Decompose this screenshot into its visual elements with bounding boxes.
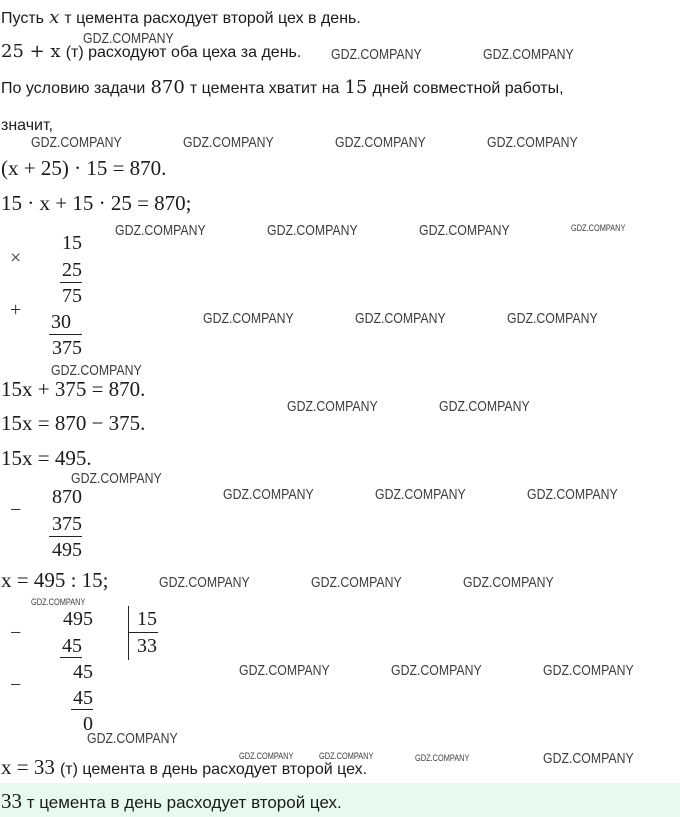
mult-partial-1: 75 xyxy=(62,285,82,307)
watermark: GDZ.COMPANY xyxy=(183,134,274,151)
div-divisor-rule xyxy=(128,632,158,633)
watermark: GDZ.COMPANY xyxy=(311,574,402,591)
watermark: GDZ.COMPANY xyxy=(487,134,578,151)
mult-operand-a: 15 xyxy=(62,232,82,254)
watermark: GDZ.COMPANY xyxy=(463,574,554,591)
watermark: GDZ.COMPANY xyxy=(415,753,470,763)
div-sub-2: 45 xyxy=(73,687,93,709)
minus-sign-sub: − xyxy=(10,499,22,521)
div-quotient: 33 xyxy=(137,635,157,657)
watermark: GDZ.COMPANY xyxy=(375,486,466,503)
watermark: GDZ.COMPANY xyxy=(267,222,358,239)
text-result: (т) цемента в день расходует второй цех. xyxy=(59,761,368,778)
watermark: GDZ.COMPANY xyxy=(419,222,510,239)
watermark: GDZ.COMPANY xyxy=(31,134,122,151)
text-line1-rest: т цемента расходует второй цех в день. xyxy=(64,10,361,27)
equation-2: 15 · x + 15 · 25 = 870; xyxy=(1,191,192,215)
equation-3: 15x + 375 = 870. xyxy=(1,377,146,401)
minus-sign-div-2: − xyxy=(10,674,22,696)
watermark: GDZ.COMPANY xyxy=(391,662,482,679)
watermark: GDZ.COMPANY xyxy=(439,398,530,415)
num-870: 870 xyxy=(150,77,185,98)
watermark: GDZ.COMPANY xyxy=(543,750,634,767)
watermark: GDZ.COMPANY xyxy=(331,46,422,63)
mult-operand-b: 25 xyxy=(62,259,82,281)
num-15: 15 xyxy=(344,77,368,98)
answer-number: 33 xyxy=(1,789,22,813)
mult-result: 375 xyxy=(52,337,82,359)
watermark: GDZ.COMPANY xyxy=(115,222,206,239)
expr-x-equals-33: x = 33 xyxy=(1,755,55,779)
answer-text: т цемента в день расходует второй цех. xyxy=(26,793,342,812)
div-rule-2 xyxy=(71,709,93,710)
mult-rule-2 xyxy=(49,334,82,335)
watermark: GDZ.COMPANY xyxy=(355,310,446,327)
equation-4: 15x = 870 − 375. xyxy=(1,411,146,435)
div-sub-1: 45 xyxy=(62,635,82,657)
text-let: Пусть xyxy=(1,10,44,27)
line-3 xyxy=(1,78,564,99)
watermark: GDZ.COMPANY xyxy=(83,30,174,47)
watermark: GDZ.COMPANY xyxy=(543,662,634,679)
equation-6: x = 495 : 15; xyxy=(1,568,109,592)
sub-minuend: 870 xyxy=(52,486,82,508)
line-4 xyxy=(1,115,53,136)
watermark: GDZ.COMPANY xyxy=(571,223,626,233)
minus-sign-div-1: − xyxy=(10,622,22,644)
watermark: GDZ.COMPANY xyxy=(203,310,294,327)
line-1 xyxy=(1,8,361,29)
text-line2: (т) расходуют оба цеха за день. xyxy=(65,44,302,61)
watermark: GDZ.COMPANY xyxy=(223,486,314,503)
text-line3-b: т цемента хватит на xyxy=(189,80,340,97)
div-dividend: 495 xyxy=(63,608,93,630)
watermark: GDZ.COMPANY xyxy=(335,134,426,151)
watermark: GDZ.COMPANY xyxy=(287,398,378,415)
watermark: GDZ.COMPANY xyxy=(239,662,330,679)
watermark: GDZ.COMPANY xyxy=(159,574,250,591)
text-line3-a: По условию задачи xyxy=(1,80,146,97)
div-divisor: 15 xyxy=(137,608,157,630)
watermark: GDZ.COMPANY xyxy=(87,730,178,747)
watermark: GDZ.COMPANY xyxy=(31,597,86,607)
div-rem-2: 0 xyxy=(83,713,93,735)
watermark: GDZ.COMPANY xyxy=(527,486,618,503)
text-znachit: значит, xyxy=(1,117,53,134)
watermark: GDZ.COMPANY xyxy=(507,310,598,327)
div-rule-1 xyxy=(60,657,82,658)
expr-25-plus-x: 25 + x xyxy=(1,41,61,62)
watermark: GDZ.COMPANY xyxy=(239,751,294,761)
div-rem-1: 45 xyxy=(73,661,93,683)
sub-result: 495 xyxy=(52,539,82,561)
mult-partial-2: 30 xyxy=(51,311,71,333)
equation-1: (x + 25) · 15 = 870. xyxy=(1,156,167,180)
text-line3-c: дней совместной работы, xyxy=(372,80,564,97)
equation-5: 15x = 495. xyxy=(1,446,92,470)
watermark: GDZ.COMPANY xyxy=(51,362,142,379)
sub-subtrahend: 375 xyxy=(52,513,82,535)
var-x: x xyxy=(49,7,60,28)
mult-rule-1 xyxy=(60,282,82,283)
line-result xyxy=(1,755,367,780)
answer-line xyxy=(1,789,342,813)
watermark: GDZ.COMPANY xyxy=(71,470,162,487)
sub-rule xyxy=(49,536,82,537)
plus-sign: + xyxy=(10,299,22,321)
watermark: GDZ.COMPANY xyxy=(483,46,574,63)
times-sign: × xyxy=(10,247,22,269)
watermark: GDZ.COMPANY xyxy=(319,751,374,761)
